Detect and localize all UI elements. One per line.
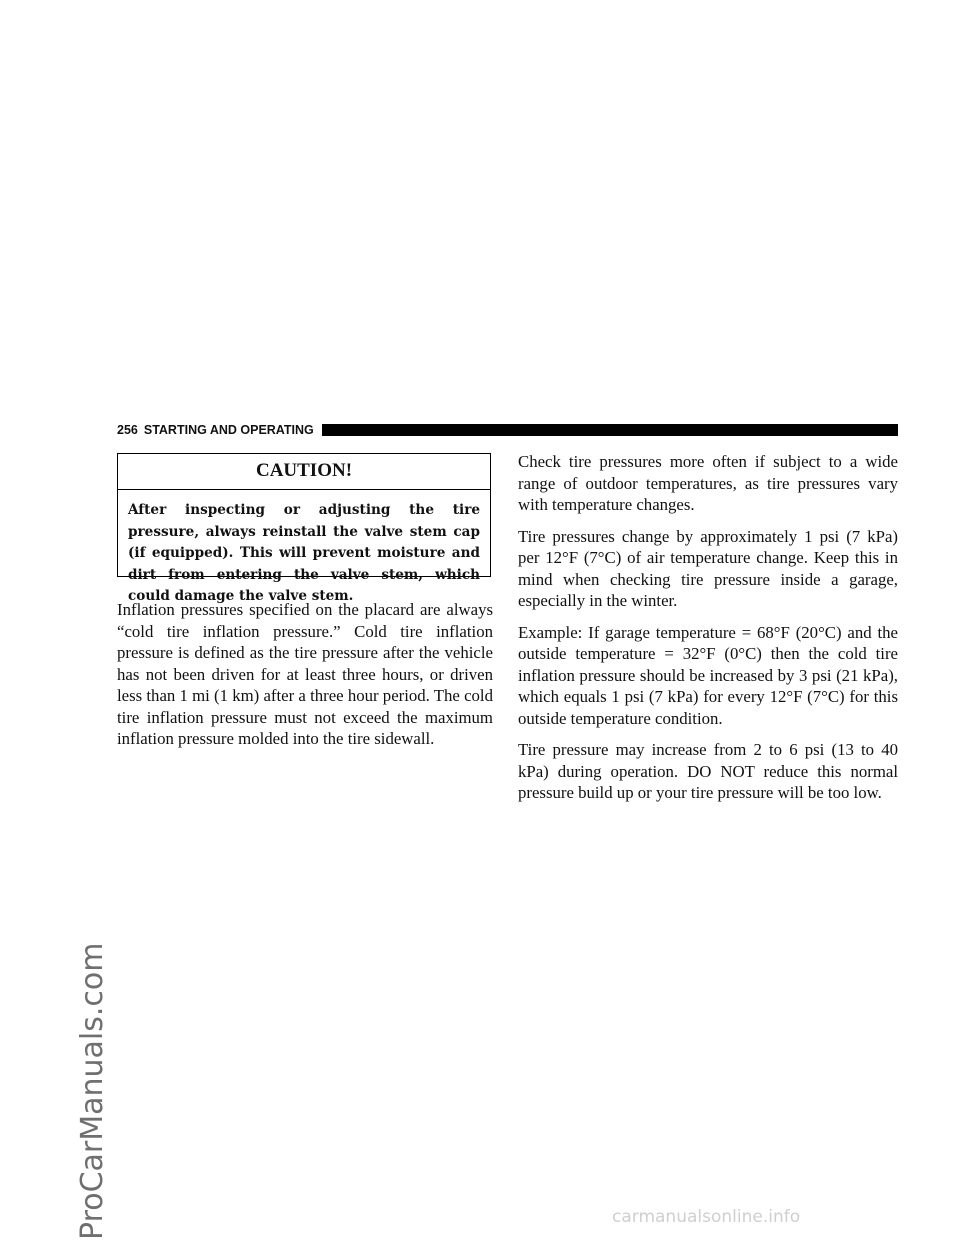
page-header — [117, 422, 898, 438]
caution-text: After inspecting or adjusting the tire pressure, always reinstall the valve stem cap (if equipped). This will prevent moisture and dirt from entering the valve stem, which could damage the valve stem. — [128, 502, 480, 604]
paragraph: Tire pressure may increase from 2 to 6 psi (13 to 40 kPa) during operation. DO NOT reduce this normal pressure build up or your tire pressure will be too low. — [518, 740, 898, 802]
paragraph: Inflation pressures specified on the placard are always “cold tire inflation pressure.” Cold tire inflation pressure is defined as the tire pressure after the vehicle has not been driven for at least three hours, or driven less than 1 mi (1 km) after a three hour period. The cold tire inflation pressure must not exceed the maximum inflation pressure molded into the tire sidewall. — [117, 600, 493, 748]
footer-watermark: carmanualsonline.info — [612, 1207, 801, 1227]
right-column — [518, 451, 898, 814]
left-column — [117, 599, 493, 760]
side-watermark: ProCarManuals.com — [75, 942, 110, 1240]
page-number: 256 — [117, 422, 138, 437]
header-rule — [322, 424, 898, 436]
caution-divider — [118, 489, 490, 490]
paragraph: Tire pressures change by approximately 1 psi (7 kPa) per 12°F (7°C) of air temperature change. Keep this in mind when checking tire pressure inside a garage, especially in the winter. — [518, 526, 898, 610]
caution-title: CAUTION! — [255, 460, 353, 481]
paragraph: Check tire pressures more often if subject to a wide range of outdoor temperatures, as tire pressures vary with temperature changes. — [518, 452, 898, 514]
paragraph: Example: If garage temperature = 68°F (20°C) and the outside temperature = 32°F (0°C) then the cold tire inflation pressure should be increased by 3 psi (21 kPa), which equals 1 psi (7 kPa) for every 12°F (7°C) for this outside temperature condition. — [518, 622, 898, 728]
section-title: STARTING AND OPERATING — [143, 422, 314, 437]
caution-box — [117, 453, 491, 604]
